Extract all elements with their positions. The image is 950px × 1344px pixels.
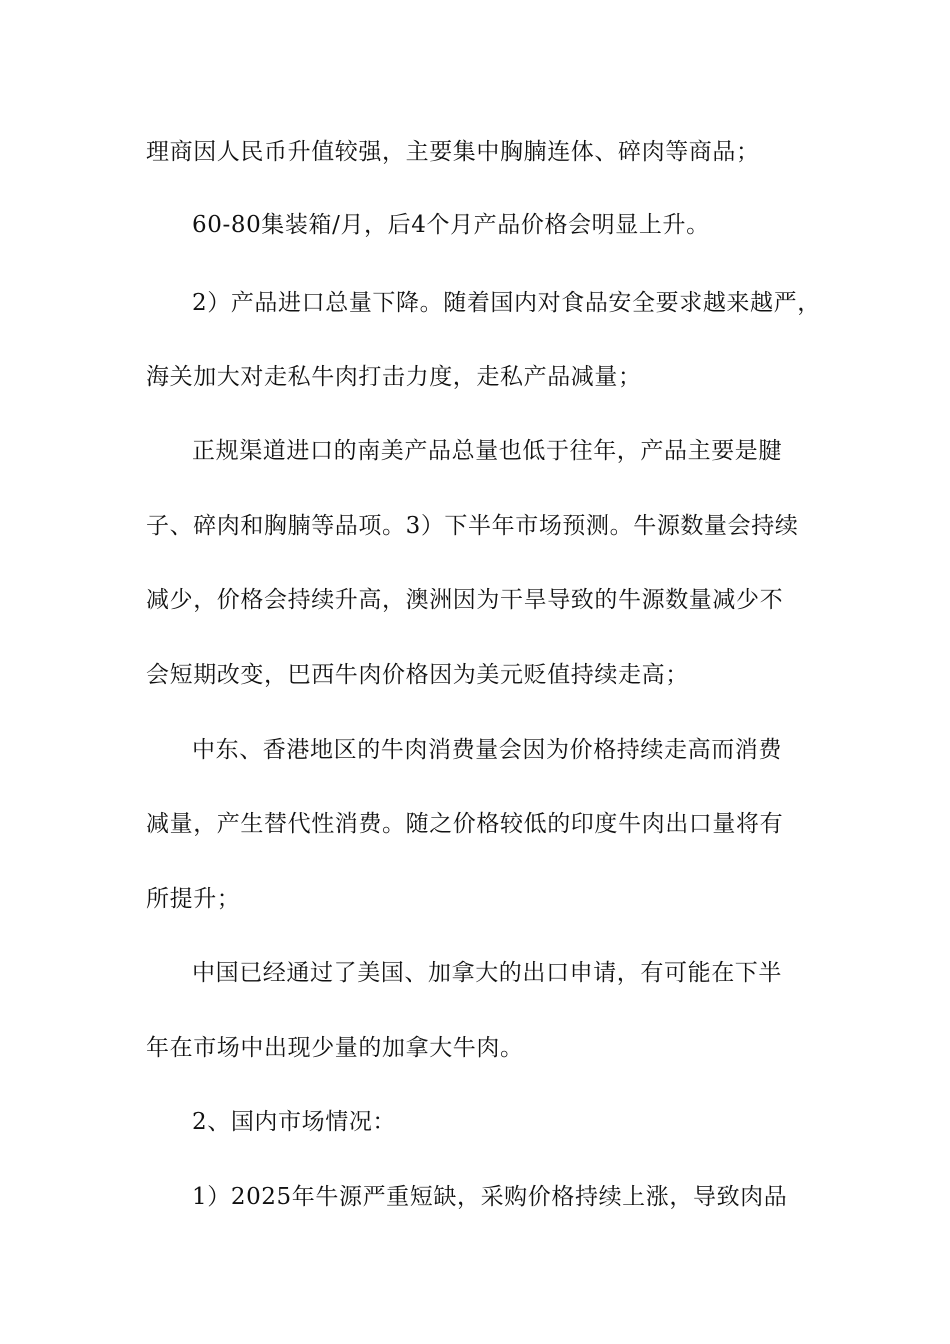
text-line: 2）产品进口总量下降。随着国内对食品安全要求越来越严，	[192, 290, 821, 316]
text-line: 所提升；	[146, 886, 241, 912]
text-line: 中国已经通过了美国、加拿大的出口申请，有可能在下半	[192, 960, 782, 986]
text-line: 海关加大对走私牛肉打击力度，走私产品减量；	[146, 364, 642, 390]
text-line: 减量，产生替代性消费。随之价格较低的印度牛肉出口量将有	[146, 811, 784, 837]
text-line: 会短期改变，巴西牛肉价格因为美元贬值持续走高；	[146, 662, 689, 688]
text-line: 正规渠道进口的南美产品总量也低于往年，产品主要是腱	[192, 438, 782, 464]
text-line: 减少，价格会持续升高，澳洲因为干旱导致的牛源数量减少不	[146, 587, 784, 613]
text-line: 60-80集装箱/月，后4个月产品价格会明显上升。	[192, 212, 710, 238]
text-line: 子、碎肉和胸腩等品项。3）下半年市场预测。牛源数量会持续	[146, 513, 799, 539]
text-line: 年在市场中出现少量的加拿大牛肉。	[146, 1035, 524, 1061]
text-line: 理商因人民币升值较强，主要集中胸腩连体、碎肉等商品；	[146, 139, 760, 165]
section-heading: 2、国内市场情况：	[192, 1109, 397, 1135]
text-line: 中东、香港地区的牛肉消费量会因为价格持续走高而消费	[192, 737, 782, 763]
text-line: 1）2025年牛源严重短缺，采购价格持续上涨，导致肉品	[192, 1184, 788, 1210]
